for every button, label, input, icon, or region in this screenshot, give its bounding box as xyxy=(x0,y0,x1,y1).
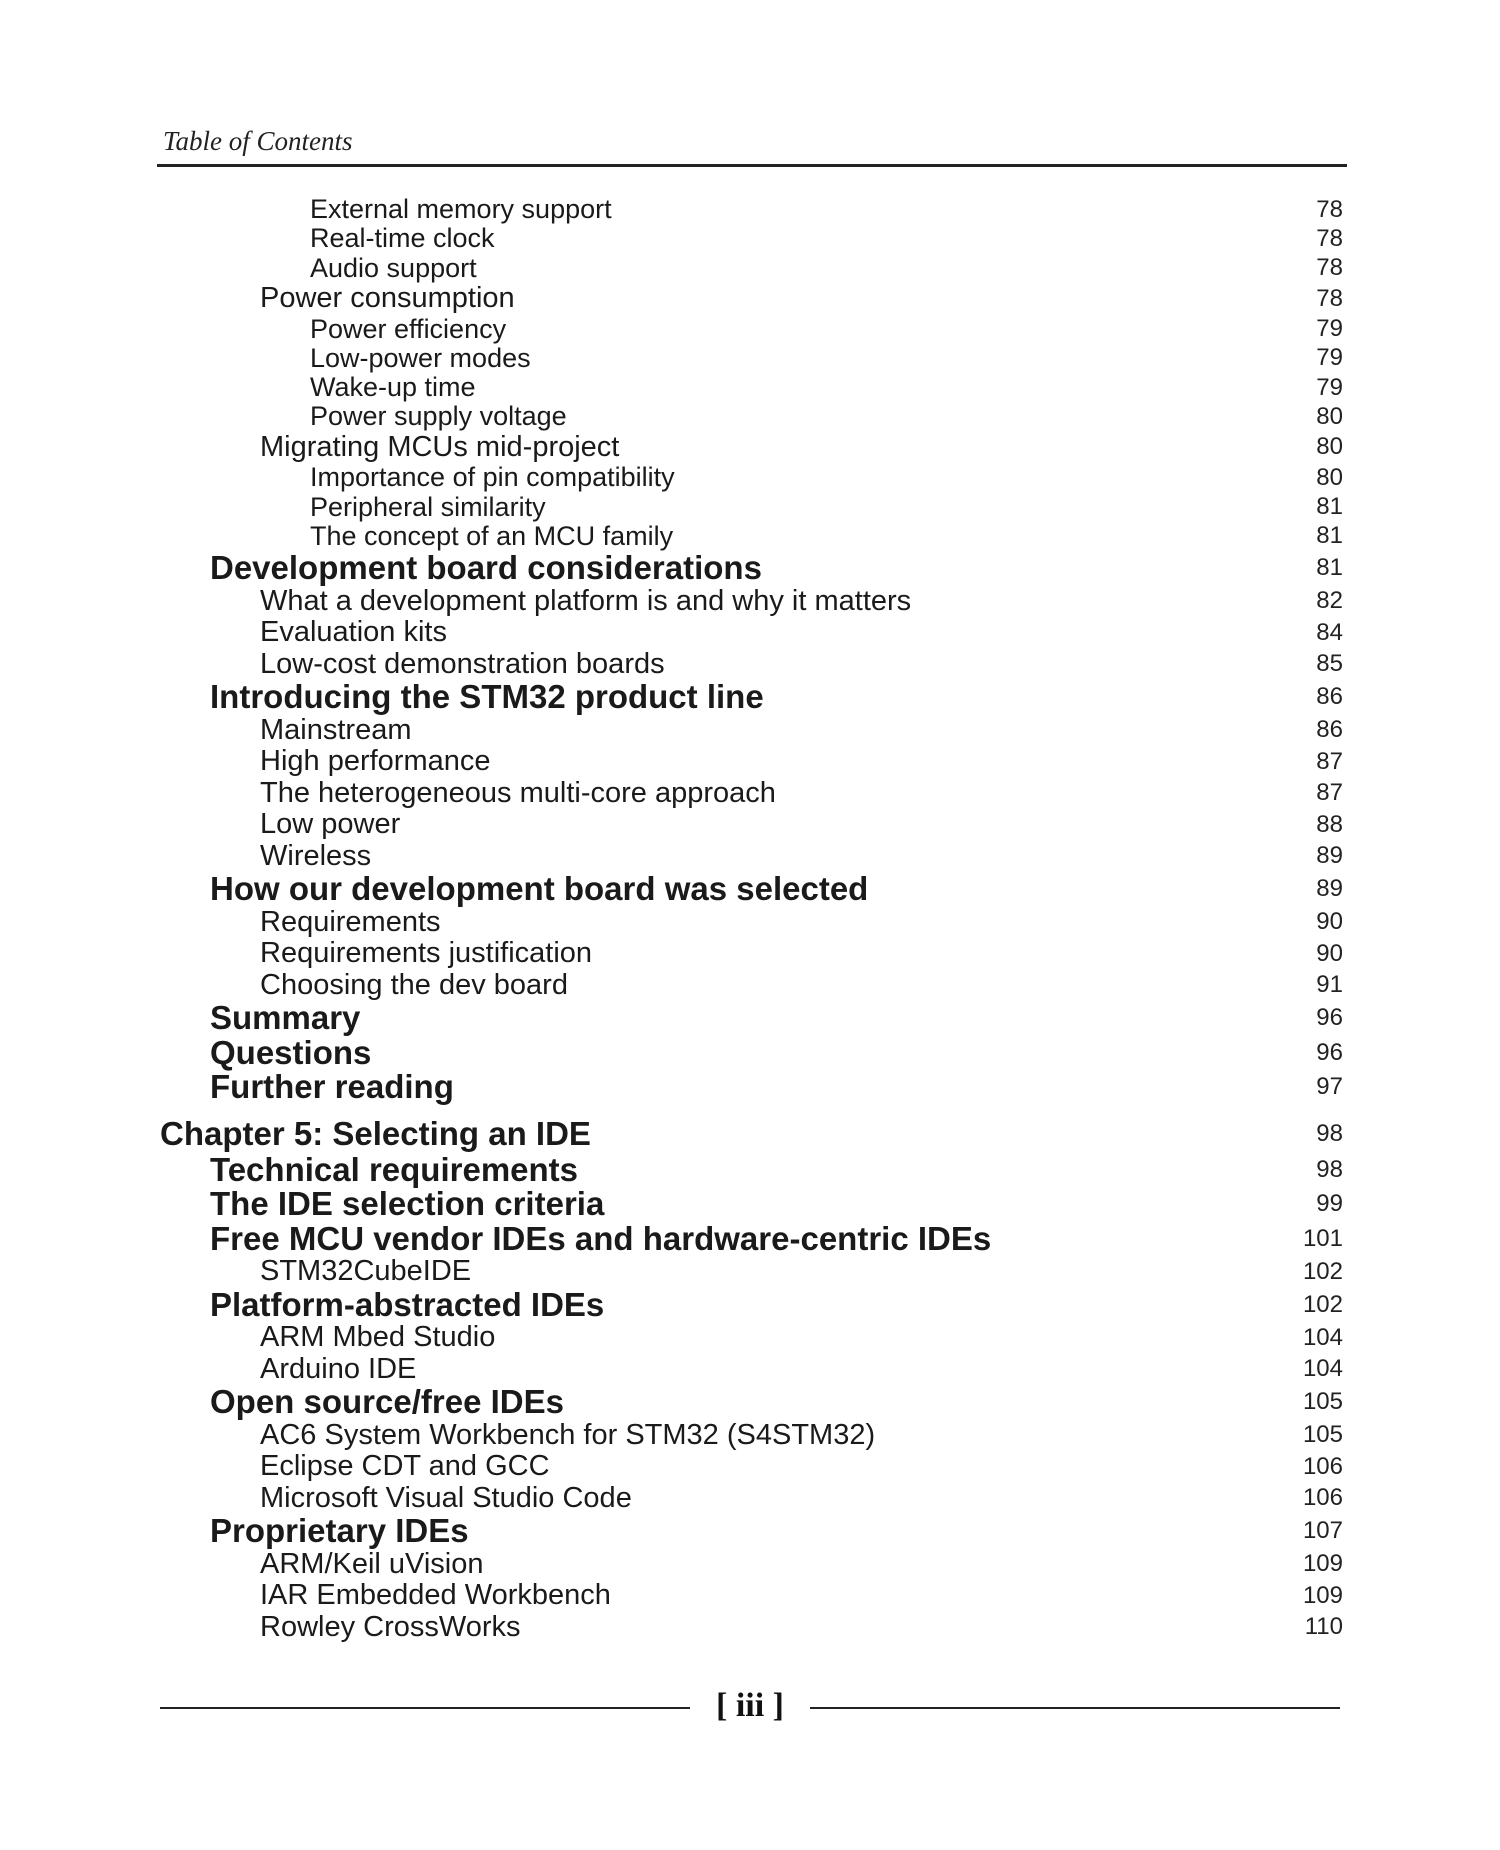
toc-entry-page: 81 xyxy=(1316,554,1343,582)
toc-entry-title: Arduino IDE xyxy=(260,1352,417,1385)
toc-entry-page: 99 xyxy=(1316,1190,1343,1218)
toc-entry-page: 109 xyxy=(1302,1581,1343,1609)
toc-entry-page: 90 xyxy=(1316,908,1343,936)
toc-entry[interactable] xyxy=(0,777,1500,809)
toc-entry[interactable] xyxy=(0,432,1500,464)
toc-entry-title: Eclipse CDT and GCC xyxy=(260,1450,550,1483)
toc-entry[interactable] xyxy=(0,938,1500,970)
toc-entry-page: 80 xyxy=(1316,433,1343,461)
toc-entry-title: Development board considerations xyxy=(210,549,762,587)
toc-entry[interactable] xyxy=(0,1152,1500,1187)
toc-entry-page: 78 xyxy=(1316,224,1343,252)
toc-entry[interactable] xyxy=(0,585,1500,617)
toc-entry-title: The heterogeneous multi-core approach xyxy=(260,776,776,809)
toc-entry[interactable] xyxy=(0,1419,1500,1451)
toc-entry-page: 104 xyxy=(1302,1323,1343,1351)
toc-entry-page: 87 xyxy=(1316,779,1343,807)
toc-entry-title: Requirements xyxy=(260,905,441,938)
table-of-contents xyxy=(0,195,1500,1643)
toc-entry-page: 105 xyxy=(1302,1421,1343,1449)
toc-entry-page: 78 xyxy=(1316,254,1343,282)
toc-entry-title: Summary xyxy=(210,999,361,1037)
toc-entry[interactable] xyxy=(0,746,1500,778)
toc-chapter-entry[interactable] xyxy=(0,1116,1500,1152)
running-head: Table of Contents xyxy=(163,126,353,156)
toc-entry[interactable] xyxy=(0,551,1500,586)
toc-entry-page: 98 xyxy=(1316,1155,1343,1183)
toc-entry[interactable] xyxy=(0,344,1500,373)
toc-entry[interactable] xyxy=(0,1322,1500,1354)
toc-entry-title: Migrating MCUs mid-project xyxy=(260,430,620,463)
toc-entry-title: What a development platform is and why it matters xyxy=(260,584,912,617)
toc-entry-page: 102 xyxy=(1302,1257,1343,1285)
toc-entry[interactable] xyxy=(0,195,1500,224)
toc-entry-title: Wireless xyxy=(260,839,372,872)
toc-entry[interactable] xyxy=(0,1451,1500,1483)
toc-entry-title: Further reading xyxy=(210,1068,454,1106)
toc-entry-page: 79 xyxy=(1316,315,1343,343)
toc-entry-page: 78 xyxy=(1316,284,1343,312)
toc-entry-title: Mainstream xyxy=(260,713,412,746)
toc-entry[interactable] xyxy=(0,224,1500,253)
toc-entry-title: Evaluation kits xyxy=(260,616,447,649)
toc-entry-page: 109 xyxy=(1302,1550,1343,1578)
toc-entry-page: 82 xyxy=(1316,587,1343,615)
toc-entry[interactable] xyxy=(0,254,1500,283)
toc-entry-title: Choosing the dev board xyxy=(260,968,568,1001)
toc-entry[interactable] xyxy=(0,314,1500,343)
toc-entry-title: Audio support xyxy=(310,252,477,283)
toc-entry-title: Introducing the STM32 product line xyxy=(210,678,764,716)
toc-entry-page: 80 xyxy=(1316,402,1343,430)
toc-entry-page: 79 xyxy=(1316,373,1343,401)
toc-entry[interactable] xyxy=(0,872,1500,907)
toc-entry[interactable] xyxy=(0,809,1500,841)
toc-entry-page: 106 xyxy=(1302,1452,1343,1480)
toc-entry-page: 89 xyxy=(1316,842,1343,870)
toc-entry-page: 86 xyxy=(1316,716,1343,744)
toc-entry-page: 78 xyxy=(1316,195,1343,223)
toc-entry-title: Questions xyxy=(210,1033,372,1071)
toc-entry-page: 106 xyxy=(1302,1484,1343,1512)
toc-entry[interactable] xyxy=(0,714,1500,746)
toc-entry-page: 102 xyxy=(1302,1290,1343,1318)
toc-entry[interactable] xyxy=(0,1385,1500,1420)
header-rule xyxy=(157,164,1347,167)
toc-entry-page: 85 xyxy=(1316,650,1343,678)
toc-entry-page: 79 xyxy=(1316,344,1343,372)
toc-entry-title: Wake-up time xyxy=(310,372,476,403)
toc-entry[interactable] xyxy=(0,648,1500,680)
toc-entry-title: The concept of an MCU family xyxy=(310,520,674,551)
toc-entry[interactable] xyxy=(0,1580,1500,1612)
toc-entry-title: Real-time clock xyxy=(310,223,495,254)
toc-entry[interactable] xyxy=(0,1548,1500,1580)
toc-entry[interactable] xyxy=(0,1001,1500,1036)
toc-entry-title: Power efficiency xyxy=(310,313,507,344)
toc-entry-page: 90 xyxy=(1316,939,1343,967)
toc-entry-title: Importance of pin compatibility xyxy=(310,462,675,493)
toc-entry[interactable] xyxy=(0,840,1500,872)
toc-entry-title: The IDE selection criteria xyxy=(210,1185,605,1223)
toc-entry-title: Open source/free IDEs xyxy=(210,1383,564,1421)
footer-rule-left xyxy=(160,1707,690,1709)
footer-rule-right xyxy=(810,1707,1340,1709)
toc-entry-page: 91 xyxy=(1316,971,1343,999)
toc-entry[interactable] xyxy=(0,1611,1500,1643)
toc-entry[interactable] xyxy=(0,906,1500,938)
toc-entry-page: 80 xyxy=(1316,463,1343,491)
toc-entry-title: Requirements justification xyxy=(260,937,593,970)
toc-entry-title: Technical requirements xyxy=(210,1150,579,1188)
toc-entry-title: Proprietary IDEs xyxy=(210,1512,469,1550)
toc-entry[interactable] xyxy=(0,1221,1500,1256)
toc-entry-title: Platform-abstracted IDEs xyxy=(210,1285,605,1323)
toc-entry-page: 89 xyxy=(1316,875,1343,903)
toc-entry-title: Rowley CrossWorks xyxy=(260,1610,521,1643)
toc-entry[interactable] xyxy=(0,1256,1500,1288)
toc-entry[interactable] xyxy=(0,969,1500,1001)
toc-entry-title: ARM/Keil uVision xyxy=(260,1547,484,1580)
toc-entry[interactable] xyxy=(0,373,1500,402)
toc-entry[interactable] xyxy=(0,1287,1500,1322)
toc-entry-title: Low-cost demonstration boards xyxy=(260,647,665,680)
toc-entry[interactable] xyxy=(0,463,1500,492)
toc-entry-title: Power supply voltage xyxy=(310,401,567,432)
toc-entry[interactable] xyxy=(0,680,1500,715)
toc-entry[interactable] xyxy=(0,1514,1500,1549)
toc-entry[interactable] xyxy=(0,617,1500,649)
page-number: [ iii ] xyxy=(716,1687,784,1724)
toc-entry[interactable] xyxy=(0,1187,1500,1222)
toc-entry-title: ARM Mbed Studio xyxy=(260,1321,496,1354)
toc-entry-title: Low power xyxy=(260,808,401,841)
toc-entry[interactable] xyxy=(0,1035,1500,1070)
toc-entry[interactable] xyxy=(0,1482,1500,1514)
toc-entry-page: 81 xyxy=(1316,493,1343,521)
toc-entry[interactable] xyxy=(0,522,1500,551)
toc-entry-page: 96 xyxy=(1316,1004,1343,1032)
toc-entry-title: STM32CubeIDE xyxy=(260,1255,472,1288)
toc-entry-page: 88 xyxy=(1316,810,1343,838)
toc-entry-title: Free MCU vendor IDEs and hardware-centric IDEs xyxy=(210,1219,992,1257)
toc-entry-title: Microsoft Visual Studio Code xyxy=(260,1481,632,1514)
toc-entry-title: Chapter 5: Selecting an IDE xyxy=(160,1115,591,1153)
toc-entry-page: 84 xyxy=(1316,618,1343,646)
toc-entry-title: High performance xyxy=(260,745,491,778)
toc-entry[interactable] xyxy=(0,283,1500,315)
toc-entry-page: 96 xyxy=(1316,1038,1343,1066)
toc-entry-title: How our development board was selected xyxy=(210,870,869,908)
toc-entry-title: AC6 System Workbench for STM32 (S4STM32) xyxy=(260,1418,876,1451)
toc-entry-page: 97 xyxy=(1316,1073,1343,1101)
toc-entry-title: Peripheral similarity xyxy=(310,491,546,522)
toc-entry[interactable] xyxy=(0,492,1500,521)
toc-entry-page: 86 xyxy=(1316,683,1343,711)
toc-entry-page: 98 xyxy=(1316,1120,1343,1148)
toc-entry-page: 101 xyxy=(1302,1224,1343,1252)
toc-entry[interactable] xyxy=(0,1353,1500,1385)
toc-entry-page: 104 xyxy=(1302,1355,1343,1383)
toc-entry-page: 110 xyxy=(1304,1613,1343,1641)
toc-entry-title: IAR Embedded Workbench xyxy=(260,1579,611,1612)
toc-entry-title: Low-power modes xyxy=(310,342,531,373)
toc-entry-page: 105 xyxy=(1302,1388,1343,1416)
toc-entry-page: 87 xyxy=(1316,747,1343,775)
toc-entry-page: 107 xyxy=(1302,1517,1343,1545)
toc-entry[interactable] xyxy=(0,1070,1500,1105)
toc-entry-page: 81 xyxy=(1316,522,1343,550)
toc-entry[interactable] xyxy=(0,402,1500,431)
toc-entry-title: Power consumption xyxy=(260,282,515,315)
toc-entry-title: External memory support xyxy=(310,194,612,225)
